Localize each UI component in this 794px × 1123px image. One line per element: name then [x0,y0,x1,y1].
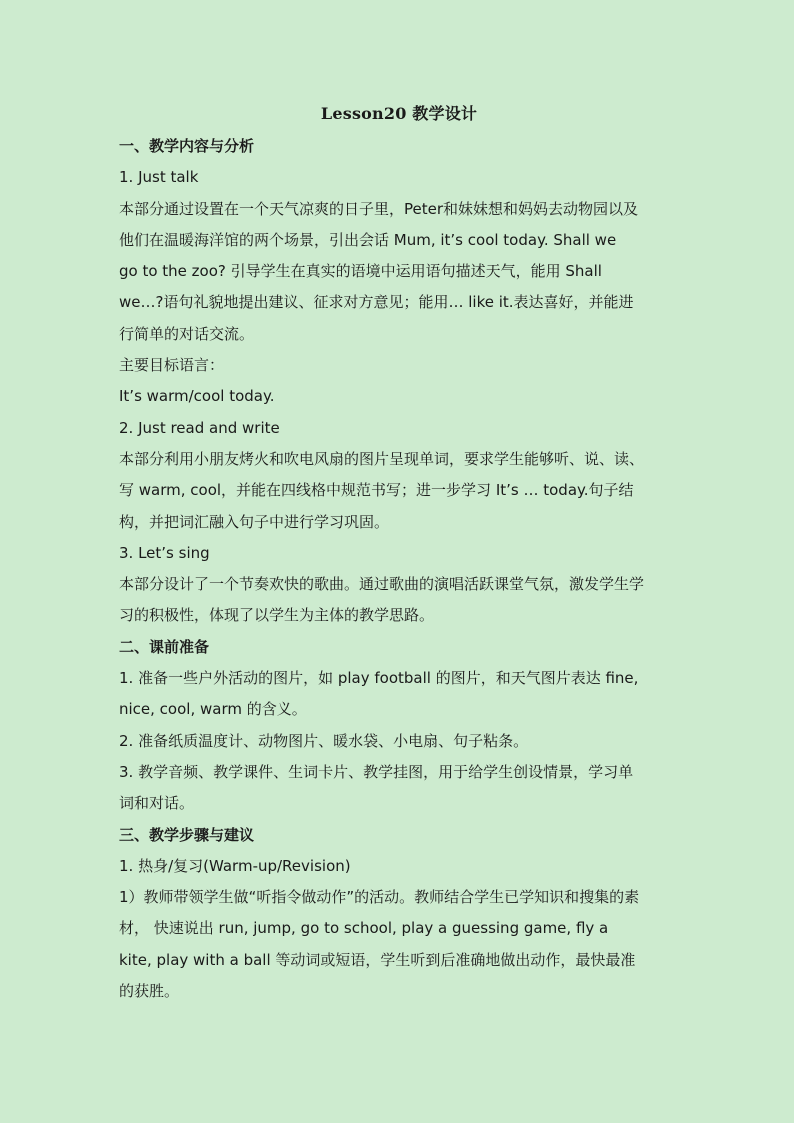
paragraph-line: 行简单的对话交流。 [119,324,255,343]
paragraph-line: we…?语句礼貌地提出建议、征求对方意见；能用… like it.表达喜好，并能进 [119,293,634,312]
target-language-label: 主要目标语言： [119,356,225,375]
paragraph-line: 构，并把词汇融入句子中进行学习巩固。 [119,512,390,531]
paragraph-line: 本部分通过设置在一个天气凉爽的日子里，Peter和妹妹想和妈妈去动物园以及 [119,199,639,218]
paragraph-line: go to the zoo? 引导学生在真实的语境中运用语句描述天气，能用 Shall [119,262,602,281]
paragraph-line: 写 warm, cool，并能在四线格中规范书写；进一步学习 It’s … today.句子结 [119,481,634,500]
section-heading: 三、教学步骤与建议 [119,825,255,844]
paragraph-line: 本部分利用小朋友烤火和吹电风扇的图片呈现单词，要求学生能够听、说、读、 [119,449,645,468]
subsection-title: 2. Just read and write [119,418,280,437]
subsection-title: 3. Let’s sing [119,543,210,562]
subsection-title: 1. Just talk [119,168,199,187]
paragraph-line: 的获胜。 [119,982,180,1001]
subsection-title: 1. 热身/复习(Warm-up/Revision) [119,856,351,875]
paragraph-line: 1）教师带领学生做“听指令做动作”的活动。教师结合学生已学知识和搜集的素 [119,888,640,907]
document-title: Lesson20 教学设计 [320,104,478,123]
paragraph-line: 本部分设计了一个节奏欢快的歌曲。通过歌曲的演唱活跃课堂气氛，激发学生学 [119,575,645,594]
paragraph-line: kite, play with a ball 等动词或短语，学生听到后准确地做出动作，最快最准 [119,950,636,969]
section-heading: 二、课前准备 [119,637,210,656]
list-item: 3. 教学音频、教学课件、生词卡片、教学挂图，用于给学生创设情景，学习单 [119,762,634,781]
target-sentence: It’s warm/cool today. [119,387,275,406]
list-item: 2. 准备纸质温度计、动物图片、暖水袋、小电扇、句子粘条。 [119,731,529,750]
document-body [119,100,679,1007]
list-item-continuation: nice, cool, warm 的含义。 [119,700,307,719]
paragraph-line: 习的积极性，体现了以学生为主体的教学思路。 [119,606,435,625]
section-heading: 一、教学内容与分析 [119,137,255,155]
list-item: 1. 准备一些户外活动的图片，如 play football 的图片，和天气图片表达 fine, [119,669,639,688]
paragraph-line: 材， 快速说出 run, jump, go to school, play a guessing game, fly a [119,919,609,938]
list-item-continuation: 词和对话。 [119,794,195,813]
paragraph-line: 他们在温暖海洋馆的两个场景，引出会话 Mum, it’s cool today. Shall we [119,230,617,249]
